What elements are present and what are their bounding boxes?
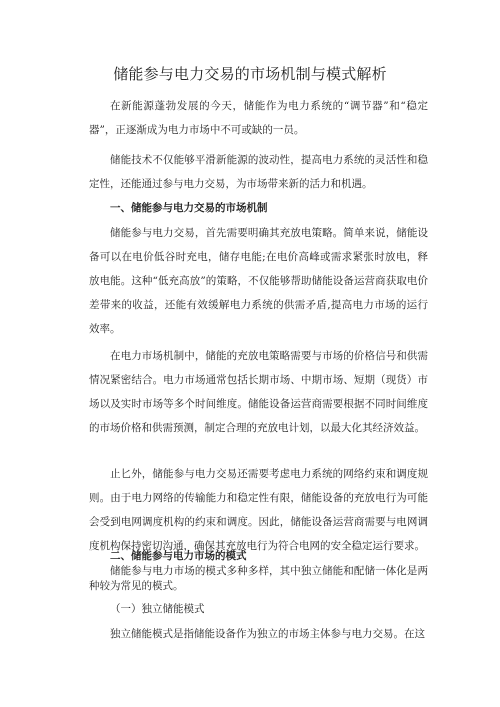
section-2-heading: 二、储能参与电力市场的模式 bbox=[110, 550, 247, 562]
section-1-paragraph-2: 在电力市场机制中，储能的充放电策略需要与市场的价格信号和供需情况紧密结合。电力市场通常包括长期市场、中期市场、短期（现货）市场以及实时市场等多个时间维度。储能设备运营商需要根据不同时间维度的市场价格和供需预测，制定合理的充放电计划，以最大化其经济效益。 bbox=[89, 350, 428, 434]
section-1-paragraph-1: 储能参与电力交易，首先需要明确其充放电策略。简单来说，储能设备可以在电价低谷时充电，储存电能;在电价高峰或需求紧张时放电，释放电能。这种“低充高放”的策略，不仅能够帮助储能设备运营商获取电价差带来的收益，还能有效缓解电力系统的供需矛盾,提高电力市场的运行效率。 bbox=[89, 227, 428, 335]
section-1-heading: 一、储能参与电力交易的市场机制 bbox=[110, 202, 268, 214]
document-title: 储能参与电力交易的市场机制与模式解析 bbox=[113, 65, 387, 83]
section-2-paragraph-1: 储能参与电力市场的模式多种多样，其中独立储能和配储一体化是两种较为常见的模式。 bbox=[89, 565, 428, 592]
intro-paragraph-1: 在新能源蓬勃发展的今天，储能作为电力系统的“调节器”和“稳定器”，正逐渐成为电力市场中不可或缺的一员。 bbox=[89, 100, 428, 136]
subsection-1-heading: （一）独立储能模式 bbox=[110, 603, 205, 615]
section-1-paragraph-3: 止匕外，储能参与电力交易还需要考虑电力系统的网络约束和调度规则。由于电力网络的传输能力和稳定性有限，储能设备的充放电行为可能会受到电网调度机构的约束和调度。因此，储能设备运营商需要与电网调度机构保持密切沟通，确保其充放电行为符合电网的安全稳定运行要求。 bbox=[89, 468, 428, 552]
intro-paragraph-2: 储能技术不仅能够平滑新能源的波动性，提高电力系统的灵活性和稳定性，还能通过参与电力交易，为市场带来新的活力和机遇。 bbox=[89, 154, 428, 190]
subsection-1-paragraph-1: 独立储能模式是指储能设备作为独立的市场主体参与电力交易。在这 bbox=[110, 628, 425, 640]
